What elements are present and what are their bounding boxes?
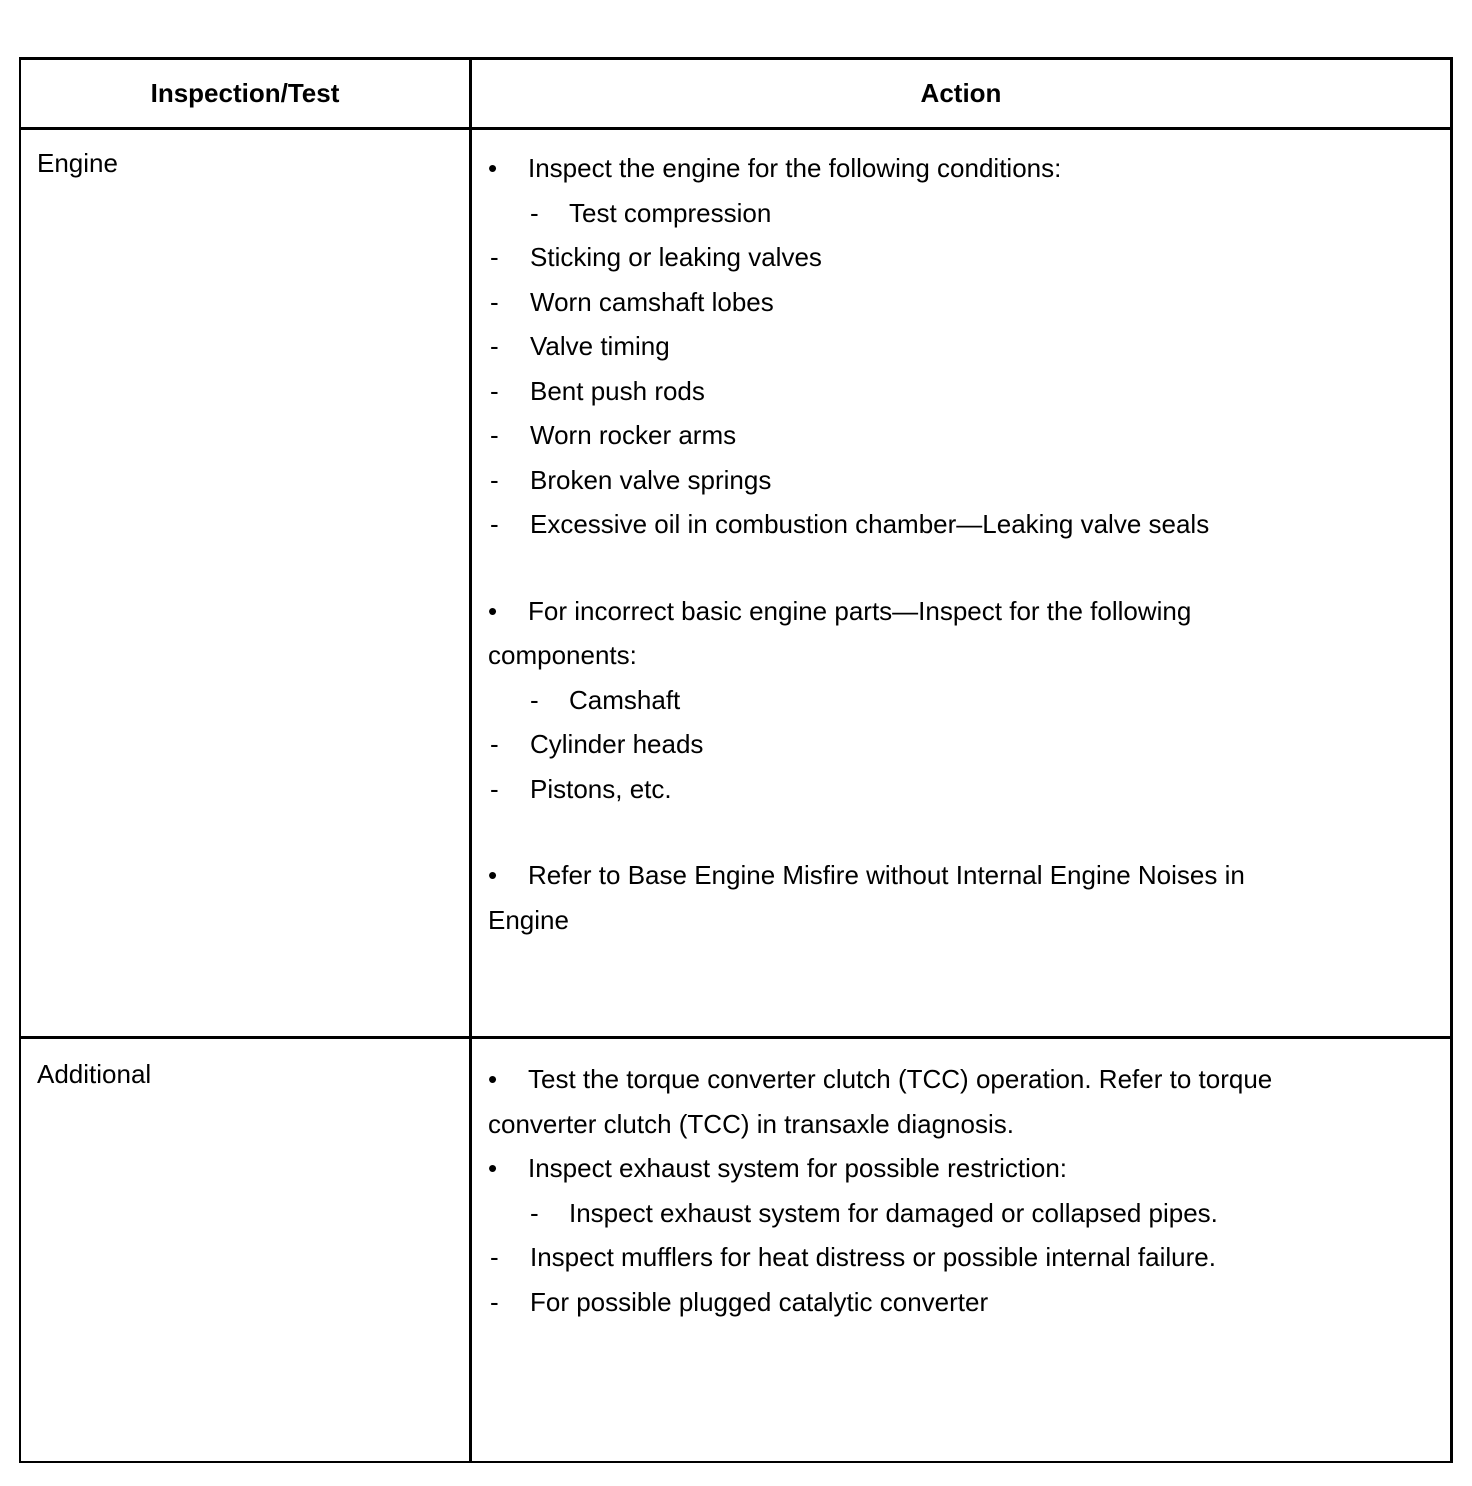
row-label-additional: Additional bbox=[37, 1059, 152, 1089]
list-item bbox=[488, 589, 1430, 634]
list-item-text: Bent push rods bbox=[530, 375, 705, 406]
dash-icon: - bbox=[490, 242, 499, 272]
dash-icon: - bbox=[490, 286, 499, 317]
dash-icon: - bbox=[490, 375, 499, 406]
dash-icon: - bbox=[490, 464, 499, 495]
list-item bbox=[488, 767, 1430, 812]
list-item-text: Test compression bbox=[569, 197, 772, 228]
dash-icon: - bbox=[490, 773, 499, 804]
list-item-text: Inspect exhaust system for damaged or collapsed pipes. bbox=[569, 1197, 1218, 1228]
dash-icon: - bbox=[490, 509, 499, 539]
list-item-text: Camshaft bbox=[569, 684, 681, 715]
list-item-text: Valve timing bbox=[530, 331, 670, 361]
list-item-text: Engine bbox=[488, 904, 569, 935]
list-item-text: Inspect mufflers for heat distress or possible internal failure. bbox=[530, 1242, 1216, 1272]
list-item bbox=[488, 458, 1430, 503]
list-item-text: Worn rocker arms bbox=[530, 420, 737, 450]
bullet-icon: • bbox=[488, 1153, 498, 1183]
bullet-icon: • bbox=[488, 153, 498, 183]
list-item bbox=[488, 898, 1430, 943]
dash-icon: - bbox=[490, 1242, 499, 1272]
list-item bbox=[488, 1280, 1430, 1325]
list-item-text: Inspect the engine for the following conditions: bbox=[528, 153, 1062, 183]
list-item-text: For possible plugged catalytic converter bbox=[530, 1286, 989, 1317]
row-divider bbox=[21, 1036, 1450, 1039]
list-item bbox=[488, 633, 1430, 678]
column-divider bbox=[469, 60, 472, 1461]
list-item bbox=[488, 1102, 1430, 1147]
list-item-text: Sticking or leaking valves bbox=[530, 242, 822, 272]
list-item bbox=[488, 678, 1430, 723]
list-item bbox=[488, 1191, 1430, 1236]
bullet-icon: • bbox=[488, 595, 498, 626]
dash-icon: - bbox=[490, 331, 499, 361]
header-inspection-test: Inspection/Test bbox=[150, 78, 340, 108]
list-item bbox=[488, 1235, 1430, 1280]
header-action: Action bbox=[920, 78, 1002, 108]
list-item bbox=[488, 1057, 1430, 1102]
list-item bbox=[488, 413, 1430, 458]
bullet-icon: • bbox=[488, 1064, 498, 1094]
list-item bbox=[488, 146, 1430, 191]
dash-icon: - bbox=[530, 197, 539, 228]
list-item-text: Cylinder heads bbox=[530, 729, 704, 759]
header-divider bbox=[21, 127, 1450, 130]
list-item bbox=[488, 191, 1430, 236]
bullet-icon: • bbox=[488, 860, 498, 890]
list-item-text: Pistons, etc. bbox=[530, 773, 672, 804]
list-item bbox=[488, 235, 1430, 280]
dash-icon: - bbox=[530, 684, 539, 715]
list-item bbox=[488, 722, 1430, 767]
diagnostic-table bbox=[19, 57, 1453, 1463]
list-item-text: Inspect exhaust system for possible restriction: bbox=[528, 1153, 1068, 1183]
list-item bbox=[488, 502, 1430, 547]
list-item-text: Broken valve springs bbox=[530, 464, 772, 495]
list-item-text: Excessive oil in combustion chamber—Leaking valve seals bbox=[530, 509, 1210, 539]
spacer bbox=[488, 811, 1430, 853]
action-list-engine bbox=[488, 146, 1430, 942]
dash-icon: - bbox=[490, 420, 499, 450]
list-item-text: Test the torque converter clutch (TCC) operation. Refer to torque bbox=[528, 1064, 1273, 1094]
list-item-text: components: bbox=[488, 640, 637, 670]
list-item bbox=[488, 853, 1430, 898]
row-label-engine: Engine bbox=[37, 148, 118, 178]
dash-icon: - bbox=[490, 729, 499, 759]
list-item-text: Refer to Base Engine Misfire without Internal Engine Noises in bbox=[528, 860, 1245, 890]
list-item-text: Worn camshaft lobes bbox=[530, 286, 774, 317]
list-item-text: For incorrect basic engine parts—Inspect for the following bbox=[528, 595, 1192, 626]
list-item bbox=[488, 1146, 1430, 1191]
dash-icon: - bbox=[490, 1286, 499, 1317]
dash-icon: - bbox=[530, 1197, 539, 1228]
list-item bbox=[488, 324, 1430, 369]
spacer bbox=[488, 547, 1430, 589]
list-item bbox=[488, 369, 1430, 414]
action-list-additional bbox=[488, 1057, 1430, 1324]
list-item-text: converter clutch (TCC) in transaxle diagnosis. bbox=[488, 1108, 1014, 1139]
list-item bbox=[488, 280, 1430, 325]
